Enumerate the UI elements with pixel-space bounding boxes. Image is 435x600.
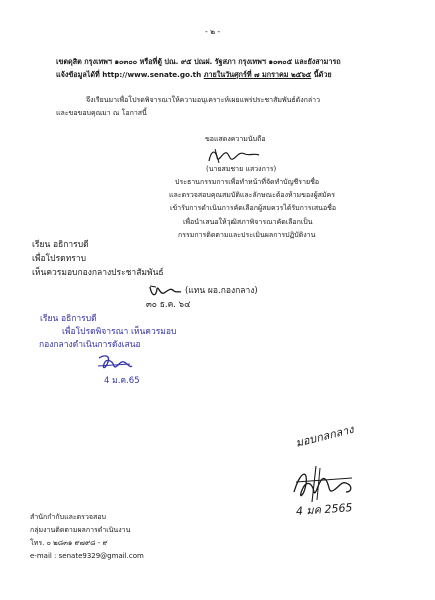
intro-line-1: เขตดุสิต กรุงเทพฯ ๑๐๓๐๐ หรือที่ตู้ ปณ. ๙๕ ปณฝ. รัฐสภา กรุงเทพฯ ๑๐๓๐๕ และยังสามารถ bbox=[56, 57, 341, 66]
footer-phone: โทร. ๐ ๒๘๓๑ ๙๗๙๘ - ๙ bbox=[30, 539, 108, 547]
stamp-date: ๓๐ ธ.ค. ๖๔ bbox=[146, 300, 191, 310]
stamp-line-3: เห็นควรมอบกองกลางประชาสัมพันธ์ bbox=[32, 268, 164, 278]
signatory-position-line-2: และตรวจสอบคุณสมบัติและลักษณะต้องห้ามของผู้สมัคร bbox=[169, 191, 335, 199]
handwritten-note-line-2: เพื่อโปรดพิจารณา เห็นควรมอบ bbox=[62, 327, 177, 337]
official-signature bbox=[205, 145, 265, 167]
signatory-position-line-3: เข้ารับการดำเนินการคัดเลือกผู้สมควรได้รับการเสนอชื่อ bbox=[170, 204, 337, 212]
footer-office: สำนักกำกับและตรวจสอบ bbox=[30, 513, 106, 521]
stamp-signature bbox=[148, 283, 182, 299]
handwritten-note-line-1: เรียน อธิการบดี bbox=[40, 314, 97, 324]
stamp-on-behalf: (แทน ผอ.กองกลาง) bbox=[185, 286, 258, 296]
handwritten-note-signature bbox=[96, 352, 134, 374]
approval-signature bbox=[290, 462, 356, 504]
footer-email: e-mail : senate9329@gmail.com bbox=[30, 552, 144, 560]
stamp-line-1: เรียน อธิการบดี bbox=[32, 240, 89, 250]
request-line-2: และขอขอบคุณมา ณ โอกาสนี้ bbox=[56, 109, 147, 117]
page-number: - ๒ - bbox=[205, 27, 221, 36]
closing-text: ขอแสดงความนับถือ bbox=[205, 135, 266, 143]
intro-deadline: ภายในวันศุกร์ที่ ๗ มกราคม ๒๕๖๕ bbox=[203, 70, 312, 79]
handwritten-note-date: 4 ม.ค.65 bbox=[104, 376, 140, 386]
request-line-1: จึงเรียนมาเพื่อโปรดพิจารณาให้ความอนุเคราะห์เผยแพร่ประชาสัมพันธ์ดังกล่าว bbox=[86, 96, 321, 104]
approval-note-text: มอบกลกลาง bbox=[294, 422, 355, 450]
intro-line-2-prefix: แจ้งข้อมูลได้ที่ http://www.senate.go.th bbox=[56, 70, 204, 79]
signatory-position-line-4: เพื่อนำเสนอให้วุฒิสภาพิจารณาคัดเลือกเป็น bbox=[183, 218, 313, 226]
approval-note-date: 4 มค 2565 bbox=[295, 501, 353, 518]
signatory-position-line-5: กรรมการติดตามและประเมินผลการปฏิบัติงาน bbox=[178, 231, 316, 239]
stamp-line-2: เพื่อโปรดทราบ bbox=[32, 254, 86, 264]
footer-group: กลุ่มงานติดตามผลการดำเนินงาน bbox=[30, 526, 131, 534]
handwritten-note-line-3: กองกลางดำเนินการดังเสนอ bbox=[39, 340, 141, 350]
intro-line-2 bbox=[56, 70, 332, 79]
intro-line-2-suffix: นี้ด้วย bbox=[311, 70, 332, 79]
signatory-name: (นายสมชาย แสวงการ) bbox=[206, 165, 277, 173]
signatory-position-line-1: ประธานกรรมการเพื่อทำหน้าที่จัดทำบัญชีรายชื่อ bbox=[175, 178, 320, 186]
